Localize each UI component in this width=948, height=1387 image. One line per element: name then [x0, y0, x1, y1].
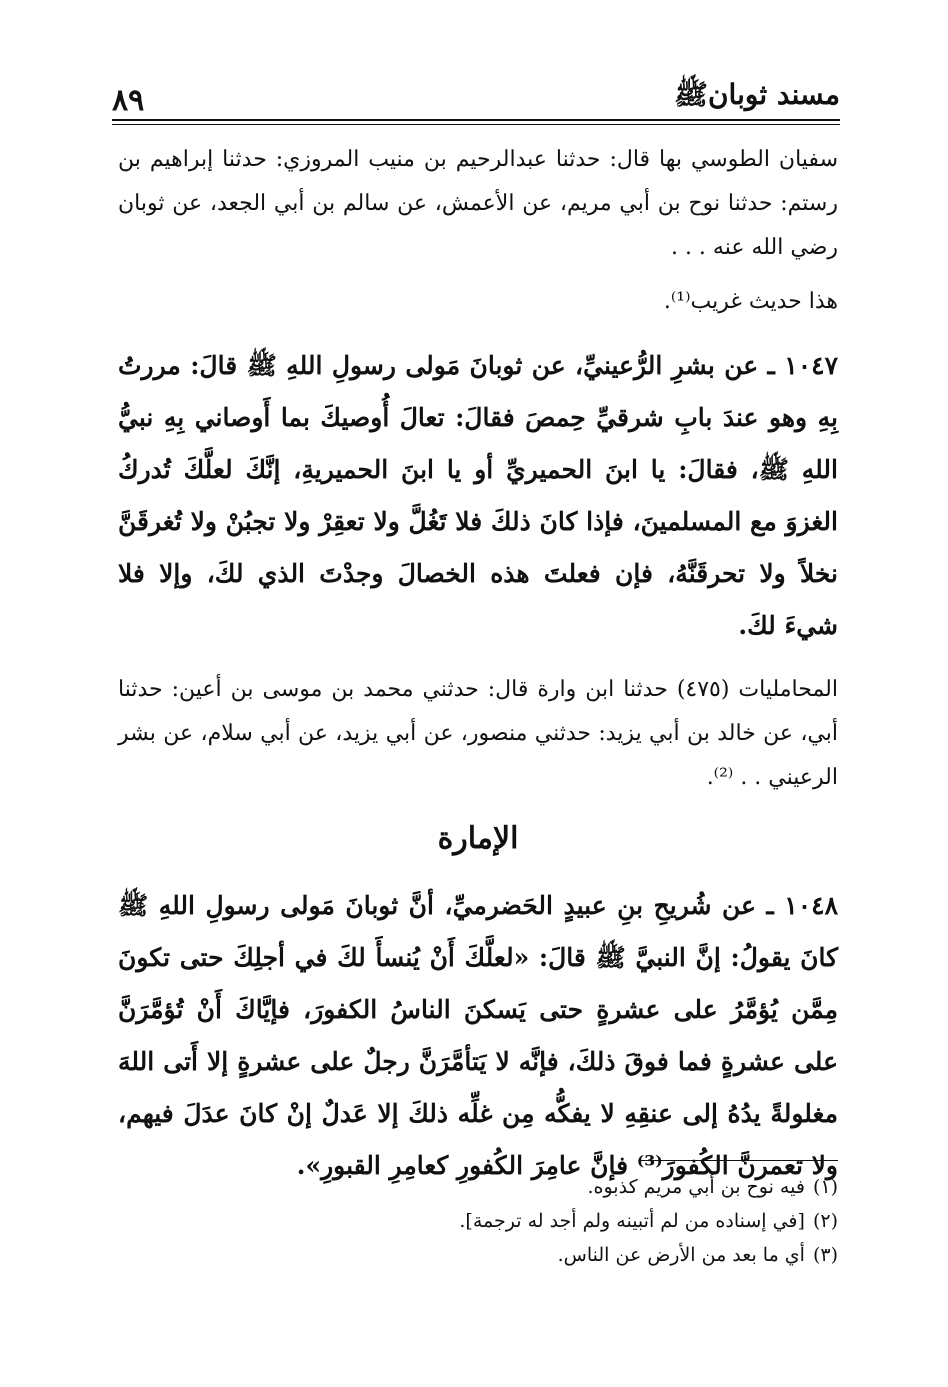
header-rule-thick: [112, 119, 840, 121]
footnote-1: [118, 1170, 838, 1204]
footnote-number: (١): [812, 1176, 838, 1198]
footnote-rule: [640, 1160, 838, 1161]
page-number: ٨٩: [112, 83, 145, 118]
hadith-1048: ١٠٤٨ ـ عن شُريحِ بنِ عبيدٍ الحَضرميِّ، أنَّ ثوبانَ مَولى رسولِ اللهِ ﷺ كانَ يقولُ: إنَّ النبيَّ ﷺ قالَ: «لعلَّكَ أَنْ يُنسأَ لكَ في أجلِكَ حتى تكونَ مِمَّن يُؤمَّرُ على عشرةٍ حتى يَسكنَ الناسُ الكفورَ، فإيَّاكَ أَنْ تُؤمَّرَنَّ على عشرةٍ فما فوقَ ذلكَ، فإنَّه لا يَتأمَّرَنَّ رجلٌ على عشرةٍ إلا أَتى اللهَ مغلولةً يدُهُ إلى عنقِهِ لا يفكُّه مِن غلِّه ذلكَ إلا عَدلٌ إنْ كانَ عدَلَ فيهم، ولا تعمرنَّ الكُفورَ⁽³⁾ فإنَّ عامِرَ الكُفورِ كعامِرِ القبورِ».: [118, 891, 838, 1180]
page-header: [112, 78, 840, 118]
footnote-text: [في إسناده من لم أتبينه ولم أجد له ترجمة].: [459, 1210, 805, 1232]
page-body: [118, 138, 838, 1192]
footnote-3: [118, 1238, 838, 1272]
section-heading: الإمارة: [437, 821, 519, 856]
footnote-number: (٣): [812, 1244, 838, 1266]
source-paragraph-1047: المحامليات (٤٧٥) حدثنا ابن وارة قال: حدثني محمد بن موسى بن أعين: حدثنا أبي، عن خالد بن أبي يزيد: حدثني منصور، عن أبي يزيد، عن أبي سلام، عن بشر الرعيني . . ⁽²⁾.: [118, 677, 838, 790]
chain-paragraph-1: سفيان الطوسي بها قال: حدثنا عبدالرحيم بن منيب المروزي: حدثنا إبراهيم بن رستم: حدثنا نوح بن أبي مريم، عن الأعمش، عن سالم بن أبي الجعد، عن ثوبان رضي الله عنه . . .: [118, 147, 838, 260]
running-title: مسند ثوبانﷺ: [674, 78, 840, 111]
footnotes: [118, 1170, 838, 1272]
footnote-text: فيه نوح بن أبي مريم كذبوه.: [587, 1176, 805, 1198]
header-rule-thin: [112, 124, 840, 125]
footnote-number: (٢): [812, 1210, 838, 1232]
grading-note: هذا حديث غريب⁽¹⁾.: [663, 289, 838, 314]
footnote-text: أي ما بعد من الأرض عن الناس.: [557, 1244, 805, 1266]
hadith-1047: ١٠٤٧ ـ عن بشرِ الرُّعينيِّ، عن ثوبانَ مَولى رسولِ اللهِ ﷺ قالَ: مررتُ بِهِ وهو عندَ بابِ شرقيِّ حِمصَ فقالَ: تعالَ أُوصيكَ بما أَوصاني بِهِ نبيُّ اللهِ ﷺ، فقالَ: يا ابنَ الحميريِّ أو يا ابنَ الحميريةِ، إنَّكَ لعلَّكَ تُدركُ الغزوَ مع المسلمينَ، فإذا كانَ ذلكَ فلا تَغُلَّ ولا تعقِرْ ولا تجبُنْ ولا تُغرقَنَّ نخلاً ولا تحرقَنَّهُ، فإن فعلتَ هذه الخصالَ وجدْتَ الذي لكَ، وإلا فلا شيءَ لكَ.: [118, 351, 838, 640]
footnote-2: [118, 1204, 838, 1238]
